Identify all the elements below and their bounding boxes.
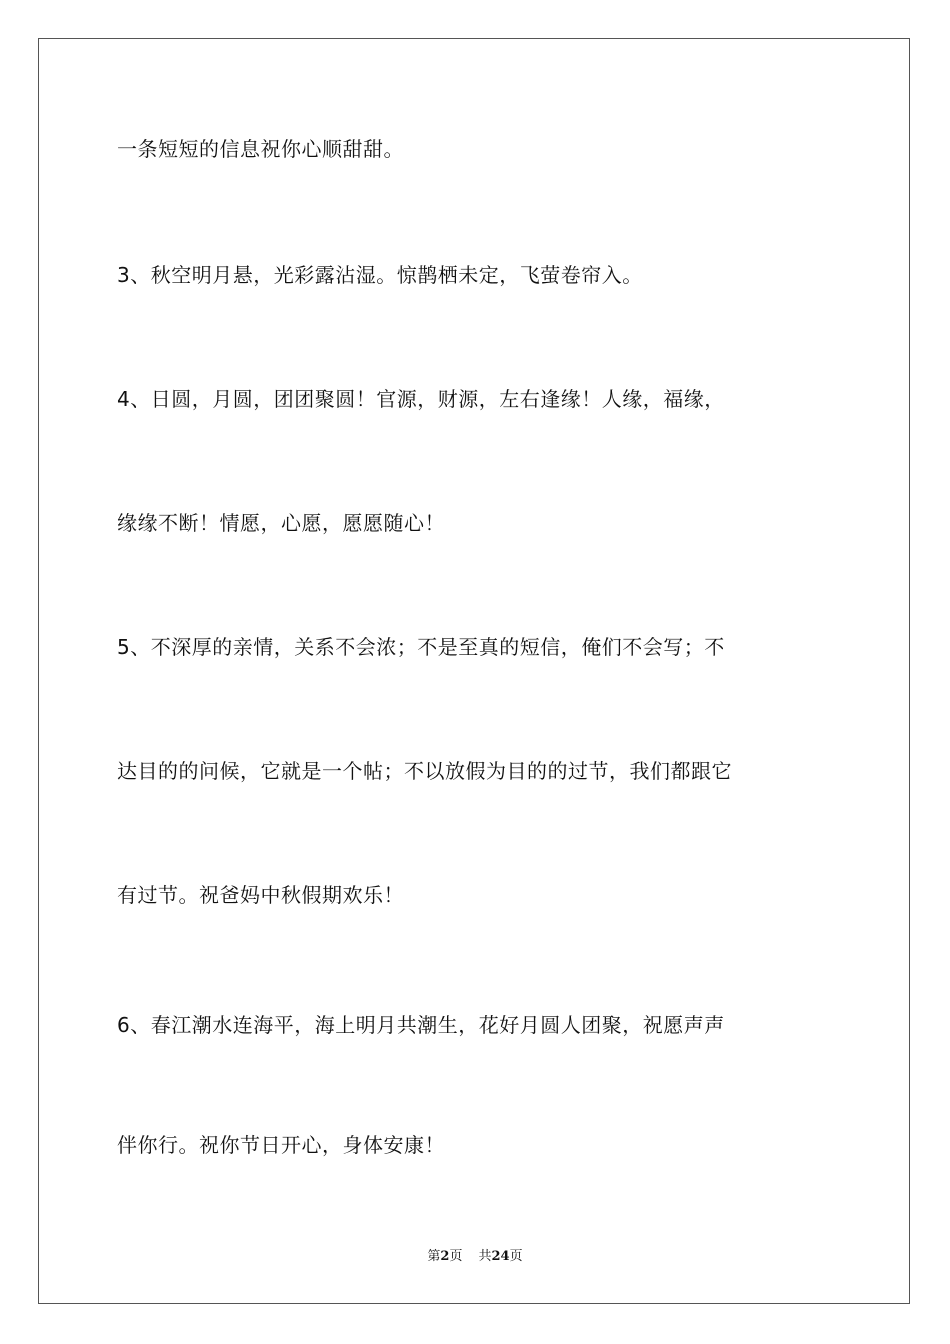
page-suffix: 页 <box>449 1249 463 1264</box>
page-number: 2 <box>440 1249 450 1264</box>
text-line: 伴你行。祝你节日开心，身体安康！ <box>117 1133 445 1157</box>
page-prefix: 第 <box>427 1249 441 1264</box>
text-line: 5、不深厚的亲情，关系不会浓；不是至真的短信，俺们不会写；不 <box>117 635 725 659</box>
total-prefix: 共 <box>478 1249 492 1264</box>
text-line: 4、日圆，月圆，团团聚圆！官源，财源，左右逢缘！人缘，福缘， <box>117 387 725 411</box>
page-border <box>38 38 910 1304</box>
text-line: 一条短短的信息祝你心顺甜甜。 <box>117 137 404 161</box>
text-line: 达目的的问候，它就是一个帖；不以放假为目的的过节，我们都跟它 <box>117 759 732 783</box>
text-line: 缘缘不断！情愿，心愿，愿愿随心！ <box>117 511 445 535</box>
text-line: 有过节。祝爸妈中秋假期欢乐！ <box>117 883 404 907</box>
page-total: 24 <box>491 1249 510 1264</box>
text-line: 3、秋空明月悬，光彩露沾湿。惊鹊栖未定，飞萤卷帘入。 <box>117 263 643 287</box>
total-suffix: 页 <box>509 1249 523 1264</box>
text-line: 6、春江潮水连海平，海上明月共潮生，花好月圆人团聚，祝愿声声 <box>117 1013 725 1037</box>
page-footer <box>0 1248 950 1266</box>
